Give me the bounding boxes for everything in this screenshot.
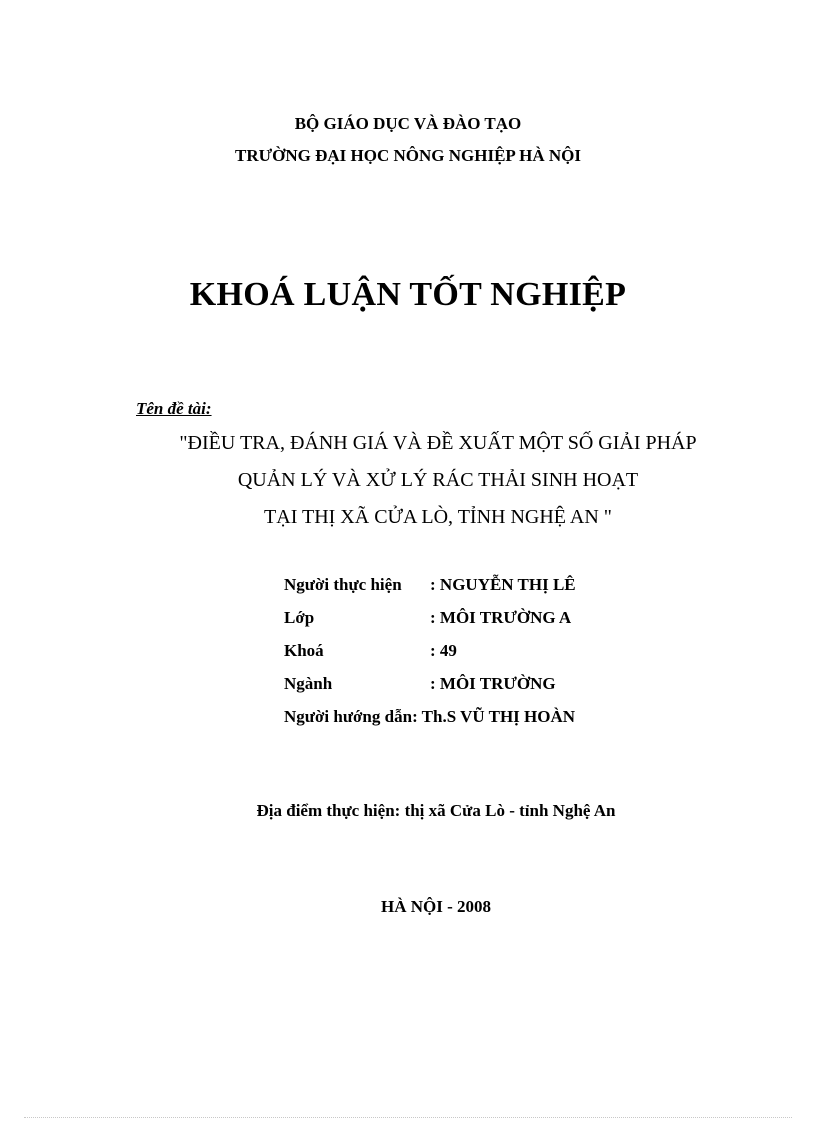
topic-line-1: "ĐIỀU TRA, ĐÁNH GIÁ VÀ ĐỀ XUẤT MỘT SỐ GIẢI PHÁP [179,432,697,454]
info-label: Lớp [284,608,315,627]
info-value: : NGUYỄN THỊ LÊ [430,575,576,594]
place-and-year: HÀ NỘI - 2008 [380,897,492,916]
footer-divider [24,1117,792,1118]
info-value: : MÔI TRƯỜNG A [430,608,572,627]
info-row-cohort [284,641,576,674]
thesis-title: KHOÁ LUẬN TỐT NGHIỆP [189,276,627,313]
info-label: Người thực hiện [284,575,402,594]
ministry-heading: BỘ GIÁO DỤC VÀ ĐÀO TẠO [294,114,522,133]
info-row-class [284,608,576,641]
info-label: Khoá [284,641,324,660]
info-value: : Th.S VŨ THỊ HOÀN [412,707,576,726]
research-location: Địa điểm thực hiện: thị xã Cửa Lò - tỉnh Nghệ An [256,801,616,820]
author-info-block [284,575,576,740]
topic-line-3: TẠI THỊ XÃ CỬA LÒ, TỈNH NGHỆ AN " [264,506,612,528]
info-value: : MÔI TRƯỜNG [430,674,556,693]
info-row-major [284,674,576,707]
info-label: Người hướng dẫn [284,707,413,726]
info-label: Ngành [284,674,333,693]
university-heading: TRƯỜNG ĐẠI HỌC NÔNG NGHIỆP HÀ NỘI [234,146,581,165]
info-row-supervisor [284,707,576,740]
info-value: : 49 [430,641,457,660]
topic-line-2: QUẢN LÝ VÀ XỬ LÝ RÁC THẢI SINH HOẠT [237,469,639,491]
topic-label: Tên đề tài: [136,399,212,418]
info-row-author [284,575,576,608]
